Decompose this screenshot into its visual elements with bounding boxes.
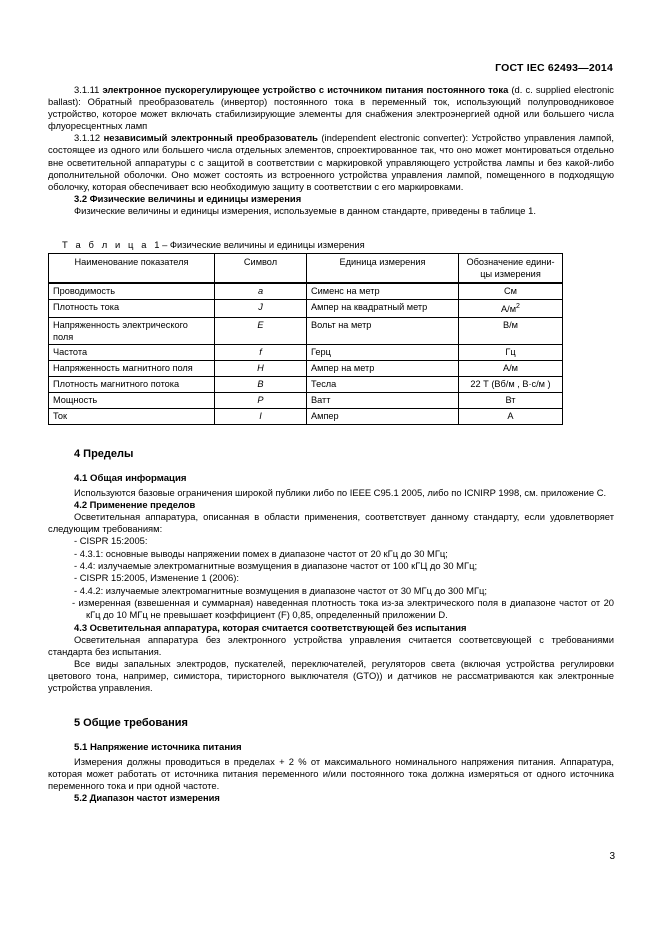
cell-designation: А [459,409,563,425]
clause-3-1-11-number: 3.1.11 [74,84,100,95]
heading-5-2: 5.2 Диапазон частот измерения [74,792,220,804]
cell-name: Плотность магнитного потока [49,377,215,393]
clause-3-1-11 [48,84,614,132]
clause-3-1-11-term: электронное пускорегулирующее устройство с источником питания постоянного тока [102,84,509,95]
table-caption-text: – Физические величины и единицы измерения [162,239,365,251]
cell-unit: Сименс на метр [307,283,459,300]
heading-section-5: 5 Общие требования [74,717,188,730]
table-caption-prefix: Т а б л и ц а [62,239,150,251]
cell-designation: См [459,283,563,300]
cell-designation: 22 Т (Вб/м , В·с/м ) [459,377,563,393]
list-item: - CISPR 15:2005, Изменение 1 (2006): [74,572,239,584]
list-item: - CISPR 15:2005: [74,535,148,547]
list-item: - 4.3.1: основные выводы напряжении помех в диапазоне частот от 20 кГц до 30 МГц; [74,547,448,559]
table-header-row [49,254,563,284]
cell-designation: Гц [459,345,563,361]
cell-name: Частота [49,345,215,361]
clause-5-1-text: Измерения должны проводиться в пределах + 2 % от максимального номинального напряжения питания. Аппаратура, которая может работать от источника питания переменного и/или постоянного тока должна измеряться от одного источника переменного тока и при одной частоте. [48,756,614,792]
cell-designation: А/м [459,361,563,377]
table-row [49,283,563,300]
clause-4-2-text: Осветительная аппаратура, описанная в области применения, соответствует данному стандарту, если удовлетворяет следующим требованиям: [48,511,614,535]
clause-4-1-text: Используются базовые ограничения широкой публики либо по IEEE C95.1 2005, либо по ICNIRP 1998, см. приложение C. [74,487,607,499]
heading-5-1: 5.1 Напряжение источника питания [74,742,242,754]
cell-name: Напряженность электрического поля [49,317,215,344]
list-item: - 4.4.2: излучаемые электромагнитные возмущения в диапазоне частот от 30 МГц до 300 МГц; [74,584,488,596]
clause-3-1-12-number: 3.1.12 [74,132,101,144]
table-row [49,345,563,361]
cell-name: Мощность [49,393,215,409]
heading-section-4: 4 Пределы [74,448,134,461]
cell-unit: Ампер на квадратный метр [307,300,459,317]
heading-4-3: 4.3 Осветительная аппаратура, которая считается соответствующей без испытания [74,621,467,633]
cell-symbol: E [215,317,307,344]
cell-symbol: H [215,361,307,377]
table-1-caption [62,239,614,250]
physical-quantities-table [48,253,563,425]
cell-unit: Ампер на метр [307,361,459,377]
column-header-name: Наименование показателя [49,254,215,284]
cell-designation: Вт [459,393,563,409]
cell-name: Ток [49,409,215,425]
cell-symbol: a [215,283,307,300]
clause-3-1-12 [48,132,614,192]
table-row [49,300,563,317]
cell-name: Плотность тока [49,300,215,317]
cell-name: Проводимость [49,283,215,300]
column-header-unit: Единица измерения [307,254,459,284]
requirements-list [48,535,614,621]
page-number: 3 [609,851,615,862]
table-row [49,393,563,409]
table-row [49,409,563,425]
heading-4-2: 4.2 Применение пределов [74,499,196,511]
cell-symbol: I [215,409,307,425]
table-row [49,317,563,344]
column-header-symbol: Символ [215,254,307,284]
cell-symbol: J [215,300,307,317]
heading-4-1: 4.1 Общая информация [74,473,187,485]
table-caption-number: 1 [154,239,160,251]
table-row [49,361,563,377]
list-item: - измеренная (взвешенная и суммарная) наведенная плотность тока из-за электрического поля в диапазоне частот от 20 кГц до 10 МГц не превышает коэффициент (F) 0,85, определенный приложении D. [72,596,614,621]
cell-symbol: f [215,345,307,361]
cell-symbol: B [215,377,307,393]
table-row [49,377,563,393]
cell-unit: Герц [307,345,459,361]
clause-3-1-11-text: (d. c. supplied electronic ballast): Обратный преобразователь (инвертор) постоянного тока в переменный ток, использующий полупроводниковое устройство, которое может включать стабилизирующие элементы для снабжения электроэнергией одной или большего числа флуоресцентных ламп [48,84,614,132]
document-standard-header: ГОСТ IEC 62493—2014 [495,62,613,74]
cell-designation: $А/м^2$ [459,300,563,317]
page-content [48,0,614,805]
cell-symbol: P [215,393,307,409]
cell-unit: Вольт на метр [307,317,459,344]
clause-3-1-12-text: (independent electronic converter): Устройство управления лампой, состоящее из одного или большего числа отдельных элементов, спроектированное так, что оно может монтироваться отдельно вне осветительной аппаратуры с с защитой в соответствии с маркировкой управляющего устройства лампы и без какой-либо дополнительной оболочки. Оно может состоять из встроенного устройства управления лампой, помещенного в подходящую оболочку, которая обеспечивает всю необходимую защиту в соответствии с его маркировками. [48,132,614,192]
cell-designation: В/м [459,317,563,344]
clause-3-2-text: Физические величины и единицы измерения, используемые в данном стандарте, приведены в таблице 1. [74,204,536,216]
list-item: - 4.4: излучаемые электромагнитные возмущения в диапазоне частот от 100 кГЦ до 30 МГц; [74,560,478,572]
cell-unit: Ватт [307,393,459,409]
cell-unit: Ампер [307,409,459,425]
heading-3-2: 3.2 Физические величины и единицы измерения [74,192,302,204]
cell-name: Напряженность магнитного поля [49,361,215,377]
clause-4-3-text-1: Осветительная аппаратура без электронного устройства управления считается соответсвующей с требованиями стандарта без испытания. [48,633,614,657]
cell-unit: Тесла [307,377,459,393]
column-header-designation: Обозначение едини- цы измерения [459,254,563,284]
clause-3-1-12-term: независимый электронный преобразователь [103,132,318,144]
clause-4-3-text-2: Все виды запальных электродов, пускателей, переключателей, регуляторов света (включая устройства регулировки цветового тона, например, симистора, тиристорного выключателя (GTO)) и датчиков не рассматриваются как электронные устройства управления. [48,657,614,694]
